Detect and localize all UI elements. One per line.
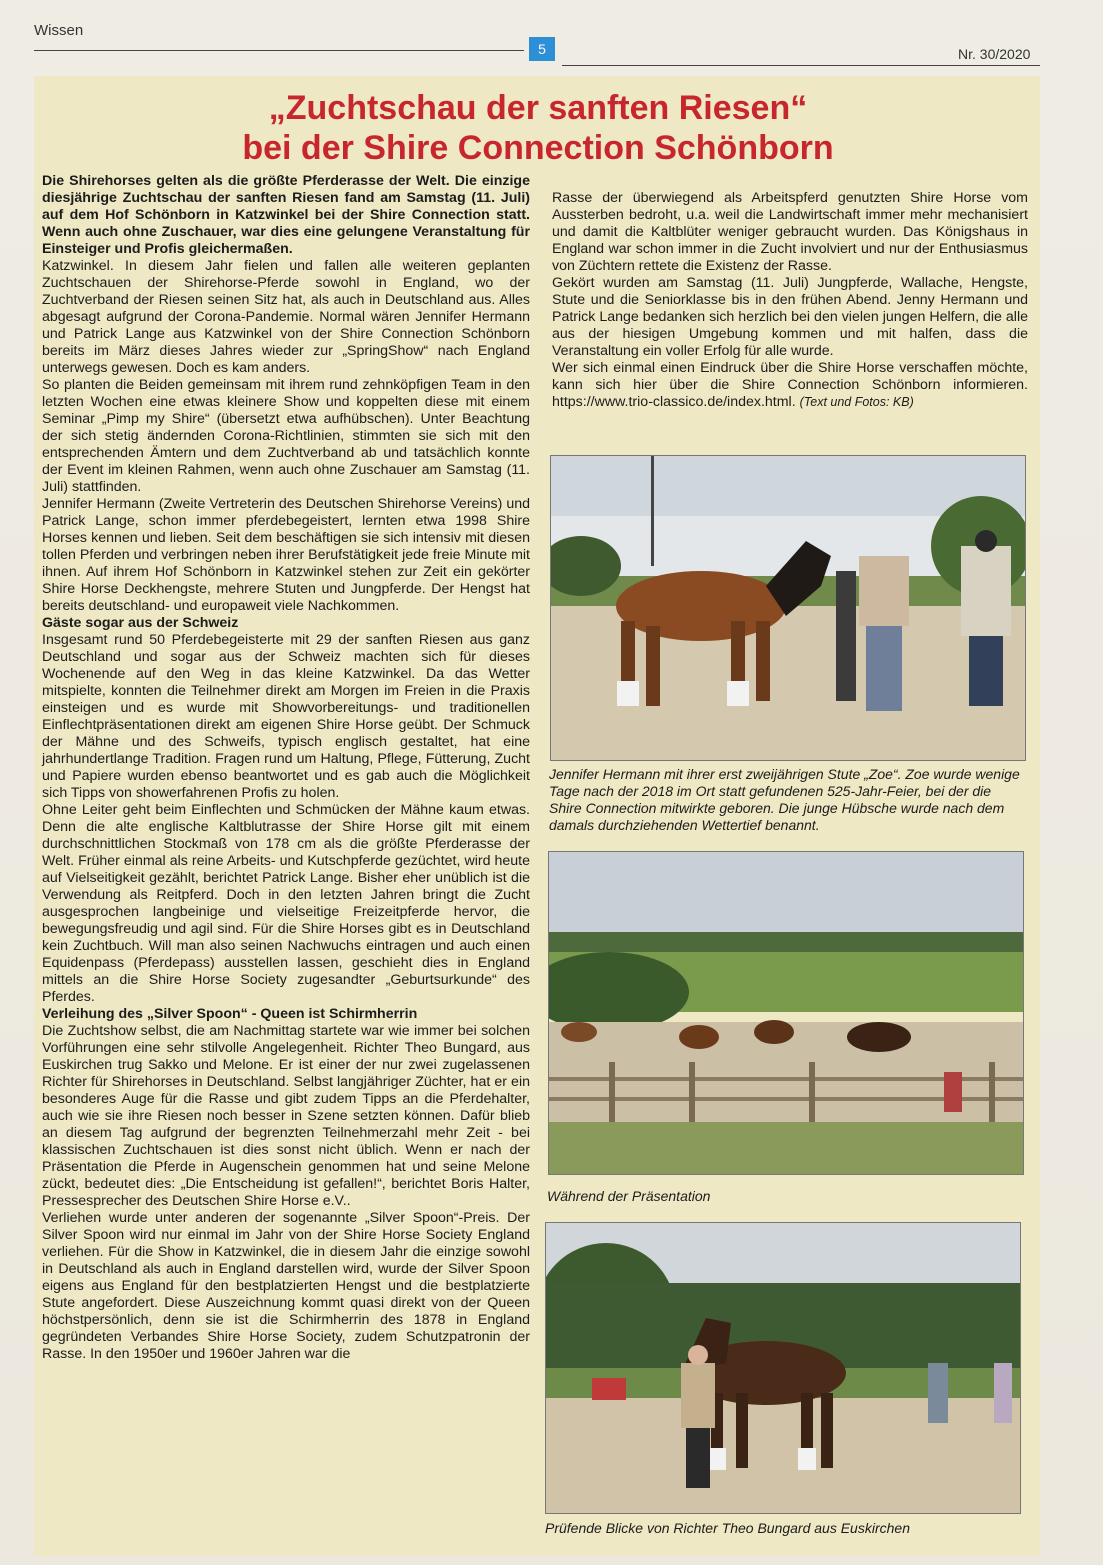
section-label: Wissen xyxy=(34,22,84,39)
caption-photo-2: Während der Präsentation xyxy=(547,1188,711,1204)
caption-photo-3: Prüfende Blicke von Richter Theo Bungard aus Euskirchen xyxy=(545,1520,910,1536)
header-rule-left xyxy=(34,50,524,51)
lead-paragraph: Die Shirehorses gelten als die größte Pferderasse der Welt. Die einzige diesjährige Zuchtschau der sanften Riesen fand am Samstag (11. Juli) auf dem Hof Schönborn in Katzwinkel bei der Shire Connection statt. Wenn auch ohne Zuschauer, war dies eine gelungene Veranstaltung für Einsteiger und Profis gleichermaßen. xyxy=(42,173,530,257)
issue-number: Nr. 30/2020 xyxy=(958,46,1031,62)
caption-photo-1: Jennifer Hermann mit ihrer erst zweijährigen Stute „Zoe“. Zoe wurde wenige Tage nach der 2018 im Ort statt gefundenen 525-Jahr-Feier, bei der die Shire Connection mitwirkte geboren. Die junge Hübsche wurde nach dem damals durchziehenden Wettertief benannt. xyxy=(549,766,1020,833)
page-number-badge: 5 xyxy=(529,37,555,61)
photo-zoe xyxy=(550,455,1026,761)
paragraph-1: Katzwinkel. In diesem Jahr fielen und fallen alle weiteren geplanten Zuchtschauen der Shirehorse-Pferde sowohl in England, wo der Zuchtverband der Riesen seinen Sitz hat, als auch in Deutschland aus. Alles abgesagt aufgrund der Corona-Pandemie. Normal wären Jennifer Hermann und Patrick Lange aus Katzwinkel von der Shire Connection Schönborn bereits im März dieses Jahres wieder zur „SpringShow“ nach England unterwegs gewesen. Doch es kam anders. xyxy=(42,258,530,376)
header-rule-right xyxy=(562,65,1040,66)
subheading-silver-spoon: Verleihung des „Silver Spoon“ - Queen ist Schirmherrin xyxy=(42,1006,418,1022)
paragraph-6: Die Zuchtshow selbst, die am Nachmittag startete war wie immer bei solchen Vorführungen eine sehr stilvolle Angelegenheit. Richter Theo Bungard, aus Euskirchen trug Sakko und Melone. Er ist einer der nur zwei zugelassenen Richter für Shirehorses in Deutschland. Selbst langjähriger Züchter, hat er ein besonderes Auge für die Rasse und gibt zudem Tipps an die Pferdehalter, auch wie sie ihre Riesen noch besser in Szene setzten können. Dafür blieb an diesem Tag aufgrund der begrenzten Teilnehmerzahl mehr Zeit - bei klassischen Zuchtschauen ist dies sonst nicht üblich. Wenn er nach der Präsentation die Pferde in Augenschein genommen hat und seine Melone zückt, bedeutet dies: „Die Entscheidung ist gefallen!“, berichtet Boris Halter, Pressesprecher des Deutschen Shire Horse e.V.. xyxy=(42,1023,530,1209)
paragraph-9: Gekört wurden am Samstag (11. Juli) Jungpferde, Wallache, Hengste, Stute und die Seniorklasse bis in den frühen Abend. Jenny Hermann und Patrick Lange bedanken sich herzlich bei den vielen jungen Helfern, die alle aus der hiesigen Umgebung kommen und mit halfen, dass die Veranstaltung ein voller Erfolg für alle wurde. xyxy=(552,275,1028,359)
photo-credit: (Text und Fotos: KB) xyxy=(799,395,914,409)
paragraph-10-text: Wer sich einmal einen Eindruck über die Shire Horse verschaffen möchte, kann sich hier über die Shire Connection Schönborn informieren. https://www.trio-classico.de/index.html. xyxy=(552,360,1028,410)
title-line-2: bei der Shire Connection Schönborn xyxy=(242,129,834,167)
title-line-1: „Zuchtschau der sanften Riesen“ xyxy=(268,89,808,127)
left-column xyxy=(42,173,530,1558)
photo-presentation xyxy=(548,851,1024,1175)
right-column-text xyxy=(552,190,1028,411)
photo-judge xyxy=(545,1222,1021,1514)
paragraph-8: Rasse der überwiegend als Arbeitspferd genutzten Shire Horse vom Aussterben bedroht, u.a. weil die Landwirtschaft immer mehr mechanisiert und damit die Kaltblüter weniger gebraucht wurden. Das Königshaus in England war schon immer in die Zucht involviert und nur der Enthusiasmus von Züchtern rettete die Existenz der Rasse. xyxy=(552,190,1028,274)
paragraph-2: So planten die Beiden gemeinsam mit ihrem rund zehnköpfigen Team in den letzten Wochen eine etwas kleinere Show und koppelten diese mit einem Seminar „Pimp my Shire“ (übersetzt etwa aufhübschen). Unter Beachtung der sich stetig ändernden Corona-Richtlinien, stimmten sie sich mit den entsprechenden Ämtern und dem Zuchtverband ab und tatsächlich konnte der Event im kleinen Rahmen, wenn auch ohne Zuschauer am Samstag (11. Juli) stattfinden. xyxy=(42,377,530,495)
paragraph-5: Ohne Leiter geht beim Einflechten und Schmücken der Mähne kaum etwas. Denn die alte englische Kaltblutrasse der Shire Horse gilt mit einem durchschnittlichen Stockmaß von 178 cm als die größte Pferderasse der Welt. Früher einmal als reine Arbeits- und Kutschpferde gezüchtet, wird heute auf Vielseitigkeit gezählt, berichtet Patrick Lange. Bisher eher unüblich ist die Verwendung als Reitpferd. Doch in den letzten Jahren bringt die Zucht ausgesprochen langbeinige und vielseitige Freizeitpferde hervor, die bewegungsfreudig und agil sind. Für die Shire Horses gibt es in Deutschland kein Zuchtbuch. Will man also seinen Nachwuchs eintragen und auch einen Equidenpass (Pferdepass) ausstellen lassen, geschieht dies in England mittels an die Shire Horse Society zugesandter „Geburtsurkunde“ des Pferdes. xyxy=(42,802,530,1005)
paragraph-10 xyxy=(552,360,1028,411)
paragraph-3: Jennifer Hermann (Zweite Vertreterin des Deutschen Shirehorse Vereins) und Patrick Lange, schon immer pferdebegeistert, lernten etwa 1998 Shire Horses kennen und lieben. Seit dem beschäftigen sie sich intensiv mit diesen tollen Pferden und verbringen neben ihrer Berufstätigkeit jede freie Minute mit ihnen. Auf ihrem Hof Schönborn in Katzwinkel stehen zur Zeit ein gekörter Shire Horse Deckhengste, mehrere Stuten und Jungpferde. Der Hengst hat bereits deutschland- und europaweit viele Nachkommen. xyxy=(42,496,530,614)
subheading-guests: Gäste sogar aus der Schweiz xyxy=(42,615,239,631)
paragraph-4: Insgesamt rund 50 Pferdebegeisterte mit 29 der sanften Riesen aus ganz Deutschland und sogar aus der Schweiz machten sich für dieses Wochenende auf den Weg in das kleine Katzwinkel. Da das Wetter mitspielte, konnten die Teilnehmer direkt am Morgen im Freien in die Praxis einsteigen und es wurde mit Showvorbereitungs- und traditionellen Einflechtpräsentationen direkt am eigenen Shire Horse geübt. Der Schmuck der Mähne und des Schweifs, typisch englisch gestaltet, hat eine jahrhundertlange Tradition. Fragen rund um Haltung, Pflege, Fütterung, Zucht und Papiere wurden ebenso beantwortet und es gab auch die Möglichkeit sich Tipps von showerfahrenen Profis zu holen. xyxy=(42,632,530,801)
article-title xyxy=(38,88,1038,168)
paragraph-7: Verliehen wurde unter anderen der sogenannte „Silver Spoon“-Preis. Der Silver Spoon wird nur einmal im Jahr von der Shire Horse Society England verliehen. Für die Show in Katzwinkel, die in diesem Jahr die einzige sowohl in Deutschland als auch in England darstellen wird, wurde der Silver Spoon eigens aus England für den bestplatzierten Hengst und die bestplatzierte Stute angefordert. Diese Auszeichnung kommt quasi direkt von der Queen höchstpersönlich, denn sie ist die Schirmherrin des 1878 in England gegründeten Verbandes Shire Horse Society, zudem Schutzpatronin der Rasse. In den 1950er und 1960er Jahren war die xyxy=(42,1210,530,1362)
